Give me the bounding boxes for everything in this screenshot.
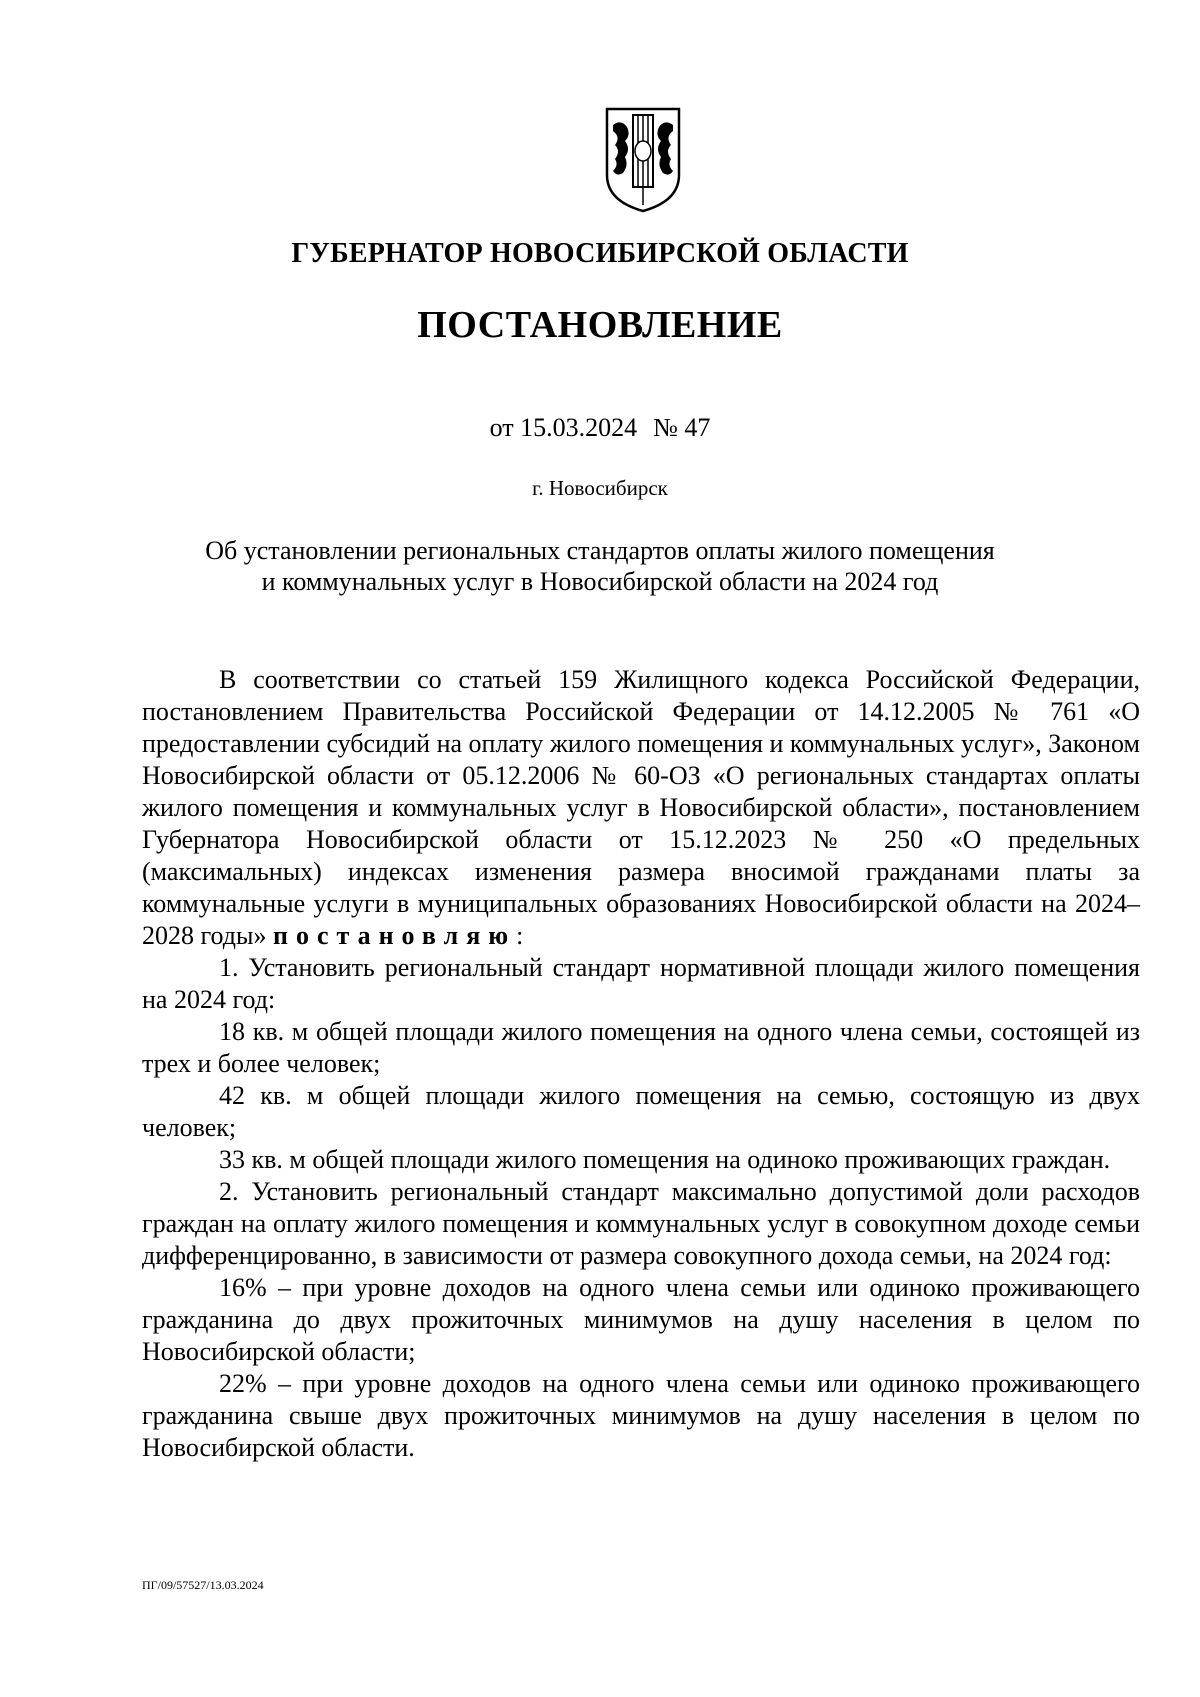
decree-word: постановляю — [272, 921, 517, 950]
document-number: № 47 — [653, 413, 711, 442]
document-body — [142, 664, 1140, 1464]
title-line-1: Об установлении региональных стандартов оплаты жилого помещения — [205, 536, 995, 565]
title-line-2: и коммунальных услуг в Новосибирской области на 2024 год — [261, 567, 939, 596]
coat-of-arms-emblem — [603, 105, 683, 213]
preamble-text: В соответствии со статьей 159 Жилищного кодекса Российской Федерации, постановлением Правительства Российской Федерации от 14.12.2005 № 761 «О предоставлении субсидий на оплату жилого помещения и коммунальных услуг», Законом Новосибирской области от 05.12.2006 № 60-ОЗ «О региональных стандартах оплаты жилого помещения и коммунальных услуг в Новосибирской области», постановлением Губернатора Новосибирской области от 15.12.2023 № 250 «О предельных (максимальных) индексах изменения размера вносимой гражданами платы за коммунальные услуги в муниципальных образованиях Новосибирской области на 2024–2028 годы» — [142, 665, 1140, 950]
clause-2-item-a: 16% – при уровне доходов на одного члена семьи или одиноко проживающего гражданина до двух прожиточных минимумов на душу населения в целом по Новосибирской области; — [142, 1273, 1140, 1366]
clause-2-item-b: 22% – при уровне доходов на одного члена семьи или одиноко проживающего гражданина свыше двух прожиточных минимумов на душу населения в целом по Новосибирской области. — [142, 1369, 1140, 1462]
issuing-authority: ГУБЕРНАТОР НОВОСИБИРСКОЙ ОБЛАСТИ — [291, 238, 909, 269]
clause-1-item-b: 42 кв. м общей площади жилого помещения на семью, состоящую из двух человек; — [142, 1081, 1140, 1142]
document-date: от 15.03.2024 — [489, 413, 638, 442]
clause-2: 2. Установить региональный стандарт максимально допустимой доли расходов граждан на оплату жилого помещения и коммунальных услуг в совокупном доходе семьи дифференцированно, в зависимости от размера совокупного дохода семьи, на 2024 год: — [142, 1177, 1140, 1270]
date-number-line — [0, 413, 1200, 443]
clause-1: 1. Установить региональный стандарт нормативной площади жилого помещения на 2024 год: — [142, 953, 1140, 1014]
issue-city: г. Новосибирск — [532, 476, 668, 500]
document-title — [150, 535, 1050, 597]
document-type-heading: ПОСТАНОВЛЕНИЕ — [417, 304, 783, 346]
preamble-paragraph — [142, 664, 1140, 952]
clause-1-item-a: 18 кв. м общей площади жилого помещения на одного члена семьи, состоящей из трех и более человек; — [142, 1017, 1140, 1078]
decree-colon: : — [516, 921, 524, 950]
clause-1-item-c: 33 кв. м общей площади жилого помещения на одиноко проживающих граждан. — [219, 1145, 1111, 1174]
registration-code: ПГ/09/57527/13.03.2024 — [142, 1578, 264, 1592]
